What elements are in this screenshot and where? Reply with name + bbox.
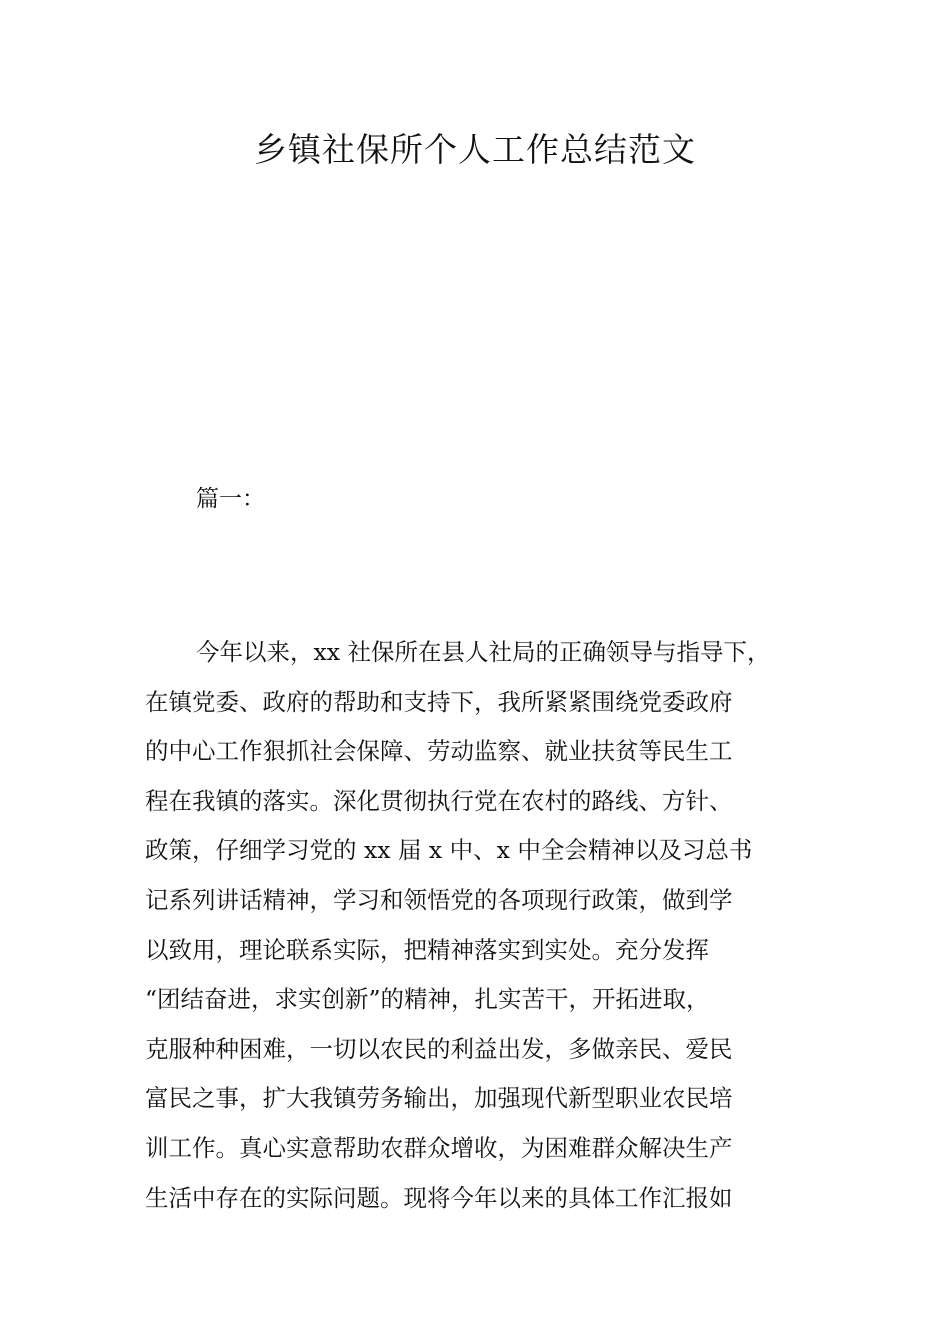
paragraph-line: 程在我镇的落实。深化贯彻执行党在农村的路线、方针、	[145, 786, 733, 815]
paragraph-line: 记系列讲话精神，学习和领悟党的各项现行政策，做到学	[145, 885, 733, 914]
paragraph-line: 政策，仔细学习党的 xx 届 x 中、x 中全会精神以及习总书	[145, 836, 753, 865]
body-paragraph	[145, 628, 810, 1223]
paragraph-line: 富民之事，扩大我镇劳务输出，加强现代新型职业农民培	[145, 1084, 733, 1113]
paragraph-line: 今年以来，xx 社保所在县人社局的正确领导与指导下，	[196, 638, 771, 666]
paragraph-line: 在镇党委、政府的帮助和支持下，我所紧紧围绕党委政府	[145, 687, 733, 716]
paragraph-line: “团结奋进，求实创新”的精神，扎实苦干，开拓进取，	[145, 985, 710, 1014]
paragraph-line: 生活中存在的实际问题。现将今年以来的具体工作汇报如	[145, 1183, 733, 1212]
paragraph-line: 训工作。真心实意帮助农群众增收，为困难群众解决生产	[145, 1133, 733, 1162]
paragraph-line: 的中心工作狠抓社会保障、劳动监察、就业扶贫等民生工	[145, 737, 733, 766]
document-title: 乡镇社保所个人工作总结范文	[254, 130, 696, 169]
section-heading: 篇一：	[196, 486, 265, 512]
paragraph-line: 以致用，理论联系实际，把精神落实到实处。充分发挥	[145, 935, 709, 964]
paragraph-line: 克服种种困难，一切以农民的利益出发，多做亲民、爱民	[145, 1034, 733, 1063]
